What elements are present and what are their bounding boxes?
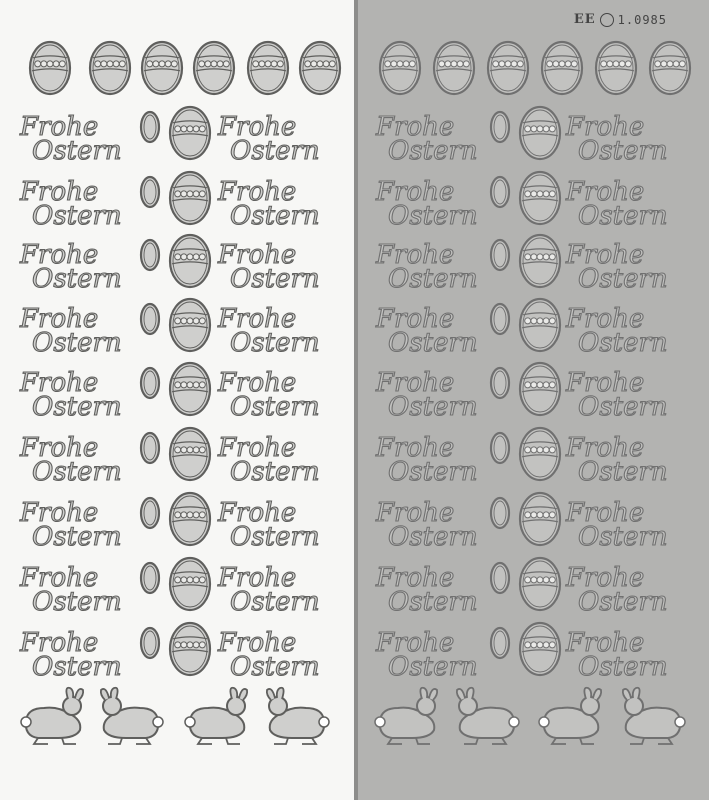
ostern-text: Ostern	[230, 392, 320, 422]
ostern-text: Ostern	[388, 328, 478, 358]
frohe-ostern-label-a2	[19, 177, 122, 231]
frohe-text: Frohe	[376, 177, 455, 207]
frohe-ostern-label-a7	[19, 498, 122, 552]
frohe-text: Frohe	[566, 563, 645, 593]
row-egg-icon-7	[520, 493, 560, 545]
frohe-ostern-label-b7	[217, 498, 320, 552]
small-egg-icon-2	[491, 177, 509, 207]
frohe-ostern-label-a1	[19, 112, 122, 166]
frohe-text: Frohe	[376, 628, 455, 658]
row-egg-icon-9	[520, 623, 560, 675]
ostern-text: Ostern	[578, 201, 668, 231]
frohe-text: Frohe	[376, 433, 455, 463]
small-egg-icon-4	[141, 304, 159, 334]
frohe-ostern-label-a6	[19, 433, 122, 487]
small-egg-icon-3	[491, 240, 509, 270]
small-egg-icon-7	[141, 498, 159, 528]
right-sticker-layout	[358, 0, 709, 800]
bunny-icon-2	[101, 688, 163, 744]
top-egg-icon-2	[434, 42, 474, 94]
bunny-icon-1	[21, 688, 83, 744]
small-egg-icon-7	[491, 498, 509, 528]
frohe-ostern-label-a3	[375, 240, 478, 294]
small-egg-icon-3	[141, 240, 159, 270]
frohe-ostern-label-a8	[375, 563, 478, 617]
top-egg-icon-5	[248, 42, 288, 94]
frohe-text: Frohe	[218, 112, 297, 142]
frohe-text: Frohe	[218, 177, 297, 207]
top-egg-icon-1	[30, 42, 70, 94]
frohe-ostern-label-b1	[217, 112, 320, 166]
frohe-text: Frohe	[218, 368, 297, 398]
sheet-number: 1.0985	[617, 12, 667, 27]
small-egg-icon-5	[491, 368, 509, 398]
ostern-text: Ostern	[578, 264, 668, 294]
ostern-text: Ostern	[32, 328, 122, 358]
small-egg-icon-8	[491, 563, 509, 593]
brand-mark: EE	[573, 12, 596, 27]
top-egg-icon-3	[488, 42, 528, 94]
row-egg-icon-4	[170, 299, 210, 351]
frohe-text: Frohe	[566, 177, 645, 207]
top-egg-icon-4	[194, 42, 234, 94]
frohe-text: Frohe	[376, 240, 455, 270]
frohe-text: Frohe	[566, 368, 645, 398]
top-egg-icon-4	[542, 42, 582, 94]
frohe-text: Frohe	[566, 112, 645, 142]
top-egg-icon-2	[90, 42, 130, 94]
row-egg-icon-5	[170, 363, 210, 415]
ostern-text: Ostern	[32, 201, 122, 231]
bunny-icon-4	[623, 688, 685, 744]
row-egg-icon-5	[520, 363, 560, 415]
ostern-text: Ostern	[578, 392, 668, 422]
frohe-ostern-label-b8	[565, 563, 668, 617]
ostern-text: Ostern	[32, 522, 122, 552]
row-egg-icon-6	[520, 428, 560, 480]
top-egg-icon-6	[650, 42, 690, 94]
frohe-ostern-label-a4	[375, 304, 478, 358]
ostern-text: Ostern	[230, 264, 320, 294]
small-egg-icon-4	[491, 304, 509, 334]
row-egg-icon-8	[170, 558, 210, 610]
frohe-text: Frohe	[566, 628, 645, 658]
frohe-ostern-label-a9	[375, 628, 478, 682]
small-egg-icon-6	[141, 433, 159, 463]
frohe-text: Frohe	[376, 112, 455, 142]
frohe-text: Frohe	[20, 433, 99, 463]
bunny-icon-2	[457, 688, 519, 744]
frohe-text: Frohe	[20, 563, 99, 593]
frohe-text: Frohe	[20, 112, 99, 142]
small-egg-icon-8	[141, 563, 159, 593]
bunny-icon-4	[267, 688, 329, 744]
frohe-text: Frohe	[20, 628, 99, 658]
ostern-text: Ostern	[230, 201, 320, 231]
ostern-text: Ostern	[32, 136, 122, 166]
row-egg-icon-2	[520, 172, 560, 224]
ostern-text: Ostern	[578, 587, 668, 617]
bunny-icon-3	[185, 688, 247, 744]
frohe-ostern-label-b5	[217, 368, 320, 422]
small-egg-icon-9	[491, 628, 509, 658]
frohe-ostern-label-a5	[19, 368, 122, 422]
small-egg-icon-1	[141, 112, 159, 142]
frohe-ostern-label-b3	[565, 240, 668, 294]
row-egg-icon-2	[170, 172, 210, 224]
frohe-text: Frohe	[218, 628, 297, 658]
frohe-ostern-label-a8	[19, 563, 122, 617]
ostern-text: Ostern	[578, 652, 668, 682]
frohe-ostern-label-a5	[375, 368, 478, 422]
bunny-icon-1	[375, 688, 437, 744]
small-egg-icon-9	[141, 628, 159, 658]
frohe-text: Frohe	[566, 433, 645, 463]
frohe-ostern-label-b9	[217, 628, 320, 682]
frohe-text: Frohe	[20, 240, 99, 270]
ostern-text: Ostern	[388, 522, 478, 552]
top-egg-icon-6	[300, 42, 340, 94]
frohe-text: Frohe	[376, 563, 455, 593]
ostern-text: Ostern	[578, 457, 668, 487]
row-egg-icon-8	[520, 558, 560, 610]
ostern-text: Ostern	[388, 652, 478, 682]
ostern-text: Ostern	[230, 587, 320, 617]
frohe-ostern-label-a3	[19, 240, 122, 294]
frohe-text: Frohe	[20, 304, 99, 334]
ostern-text: Ostern	[32, 392, 122, 422]
frohe-ostern-label-a6	[375, 433, 478, 487]
frohe-ostern-label-b7	[565, 498, 668, 552]
ostern-text: Ostern	[230, 457, 320, 487]
ostern-text: Ostern	[578, 136, 668, 166]
row-egg-icon-1	[170, 107, 210, 159]
frohe-ostern-label-b4	[565, 304, 668, 358]
ostern-text: Ostern	[388, 136, 478, 166]
frohe-ostern-label-b1	[565, 112, 668, 166]
small-egg-icon-2	[141, 177, 159, 207]
frohe-ostern-label-b2	[217, 177, 320, 231]
small-egg-icon-5	[141, 368, 159, 398]
ostern-text: Ostern	[578, 328, 668, 358]
frohe-text: Frohe	[20, 368, 99, 398]
frohe-text: Frohe	[376, 304, 455, 334]
frohe-ostern-label-b2	[565, 177, 668, 231]
top-egg-icon-3	[142, 42, 182, 94]
ostern-text: Ostern	[388, 457, 478, 487]
frohe-ostern-label-b3	[217, 240, 320, 294]
frohe-ostern-label-a9	[19, 628, 122, 682]
row-egg-icon-1	[520, 107, 560, 159]
ostern-text: Ostern	[32, 587, 122, 617]
frohe-text: Frohe	[566, 498, 645, 528]
ostern-text: Ostern	[230, 652, 320, 682]
ostern-text: Ostern	[32, 652, 122, 682]
frohe-text: Frohe	[376, 498, 455, 528]
frohe-text: Frohe	[20, 498, 99, 528]
ostern-text: Ostern	[388, 587, 478, 617]
ostern-text: Ostern	[230, 328, 320, 358]
frohe-ostern-label-a1	[375, 112, 478, 166]
frohe-ostern-label-b8	[217, 563, 320, 617]
frohe-text: Frohe	[566, 304, 645, 334]
ostern-text: Ostern	[32, 264, 122, 294]
frohe-text: Frohe	[218, 240, 297, 270]
frohe-ostern-label-b6	[565, 433, 668, 487]
row-egg-icon-3	[170, 235, 210, 287]
row-egg-icon-6	[170, 428, 210, 480]
ostern-text: Ostern	[388, 201, 478, 231]
small-egg-icon-1	[491, 112, 509, 142]
row-egg-icon-4	[520, 299, 560, 351]
frohe-ostern-label-b9	[565, 628, 668, 682]
ostern-text: Ostern	[32, 457, 122, 487]
ostern-text: Ostern	[388, 264, 478, 294]
frohe-ostern-label-b4	[217, 304, 320, 358]
row-egg-icon-3	[520, 235, 560, 287]
ostern-text: Ostern	[230, 522, 320, 552]
frohe-ostern-label-a4	[19, 304, 122, 358]
sticker-sheet-right	[358, 0, 709, 800]
top-egg-icon-5	[596, 42, 636, 94]
frohe-ostern-label-b6	[217, 433, 320, 487]
frohe-ostern-label-a2	[375, 177, 478, 231]
row-egg-icon-7	[170, 493, 210, 545]
frohe-text: Frohe	[376, 368, 455, 398]
ostern-text: Ostern	[230, 136, 320, 166]
small-egg-icon-6	[491, 433, 509, 463]
row-egg-icon-9	[170, 623, 210, 675]
frohe-text: Frohe	[218, 304, 297, 334]
ostern-text: Ostern	[578, 522, 668, 552]
bunny-icon-3	[539, 688, 601, 744]
frohe-ostern-label-a7	[375, 498, 478, 552]
frohe-text: Frohe	[218, 433, 297, 463]
ostern-text: Ostern	[388, 392, 478, 422]
frohe-text: Frohe	[566, 240, 645, 270]
top-egg-icon-1	[380, 42, 420, 94]
frohe-text: Frohe	[218, 498, 297, 528]
frohe-ostern-label-b5	[565, 368, 668, 422]
frohe-text: Frohe	[218, 563, 297, 593]
frohe-text: Frohe	[20, 177, 99, 207]
